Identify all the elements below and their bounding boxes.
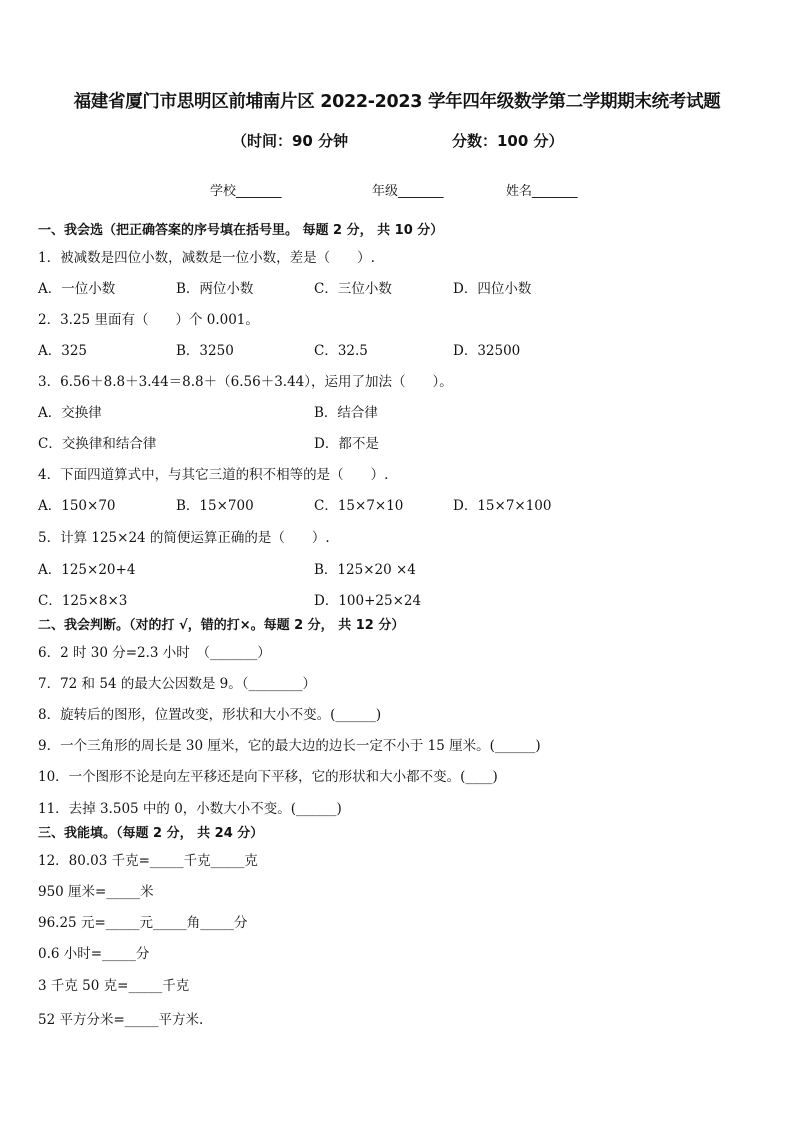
- exam-score: 分数：100 分）: [452, 132, 564, 150]
- section-1-heading: 一、我会选（把正确答案的序号填在括号里。 每题 2 分， 共 10 分）: [38, 223, 444, 238]
- name-field: 姓名_______: [506, 184, 578, 199]
- q1-option-d: D．四位小数: [453, 281, 532, 297]
- question-7: 7．72 和 54 的最大公因数是 9。（________）: [38, 676, 316, 692]
- q4-option-a: A．150×70: [38, 498, 116, 514]
- q3-option-a: A．交换律: [38, 405, 102, 421]
- q2-option-a: A．325: [38, 343, 88, 359]
- question-8: 8．旋转后的图形，位置改变，形状和大小不变。(______): [38, 707, 382, 723]
- question-12-line-4: 0.6 小时=_____分: [38, 946, 150, 962]
- q1-option-a: A．一位小数: [38, 281, 116, 297]
- q3-option-d: D．都不是: [314, 436, 379, 452]
- question-12-line-3: 96.25 元=_____元_____角_____分: [38, 915, 248, 931]
- q1-option-b: B．两位小数: [176, 281, 254, 297]
- question-12-line-6: 52 平方分米=_____平方米.: [38, 1012, 204, 1028]
- q4-option-c: C．15×7×10: [314, 498, 404, 514]
- q5-option-c: C．125×8×3: [38, 593, 128, 609]
- question-4: 4．下面四道算式中，与其它三道的积不相等的是（ ）.: [38, 467, 389, 483]
- section-3-heading: 三、我能填。（每题 2 分， 共 24 分）: [38, 826, 264, 841]
- question-10: 10．一个图形不论是向左平移还是向下平移，它的形状和大小都不变。(____): [38, 769, 498, 785]
- question-6: 6．2 时 30 分=2.3 小时 （_______）: [38, 645, 271, 661]
- exam-time: （时间：90 分钟: [232, 132, 349, 150]
- q2-option-c: C．32.5: [314, 343, 368, 359]
- question-9: 9．一个三角形的周长是 30 厘米，它的最大边的边长一定不小于 15 厘米。(______): [38, 738, 541, 754]
- q3-option-c: C．交换律和结合律: [38, 436, 157, 452]
- question-1: 1．被减数是四位小数，减数是一位小数，差是（ ）.: [38, 250, 375, 266]
- q2-option-d: D．32500: [453, 343, 521, 359]
- q2-option-b: B．3250: [176, 343, 234, 359]
- q5-option-d: D．100+25×24: [314, 593, 422, 609]
- q4-option-b: B．15×700: [176, 498, 254, 514]
- q5-option-a: A．125×20+4: [38, 562, 136, 578]
- question-2: 2．3.25 里面有（ ）个 0.001。: [38, 312, 259, 328]
- grade-field: 年级_______: [372, 184, 444, 199]
- q3-option-b: B．结合律: [314, 405, 378, 421]
- question-3: 3．6.56＋8.8＋3.44＝8.8＋（6.56＋3.44），运用了加法（ ）。: [38, 374, 453, 390]
- q4-option-d: D．15×7×100: [453, 498, 552, 514]
- page-title: 福建省厦门市思明区前埔南片区 2022-2023 学年四年级数学第二学期期末统考试题: [73, 92, 721, 112]
- q5-option-b: B．125×20 ×4: [314, 562, 416, 578]
- q1-option-c: C．三位小数: [314, 281, 392, 297]
- question-12-line-1: 12．80.03 千克=_____千克_____克: [38, 853, 258, 869]
- section-2-heading: 二、我会判断。（对的打 √，错的打×。每题 2 分， 共 12 分）: [38, 618, 405, 633]
- question-11: 11．去掉 3.505 中的 0，小数大小不变。(______): [38, 801, 342, 817]
- question-12-line-5: 3 千克 50 克=_____千克: [38, 978, 190, 994]
- question-5: 5．计算 125×24 的简便运算正确的是（ ）.: [38, 530, 330, 546]
- question-12-line-2: 950 厘米=_____米: [38, 884, 154, 900]
- school-field: 学校_______: [210, 184, 282, 199]
